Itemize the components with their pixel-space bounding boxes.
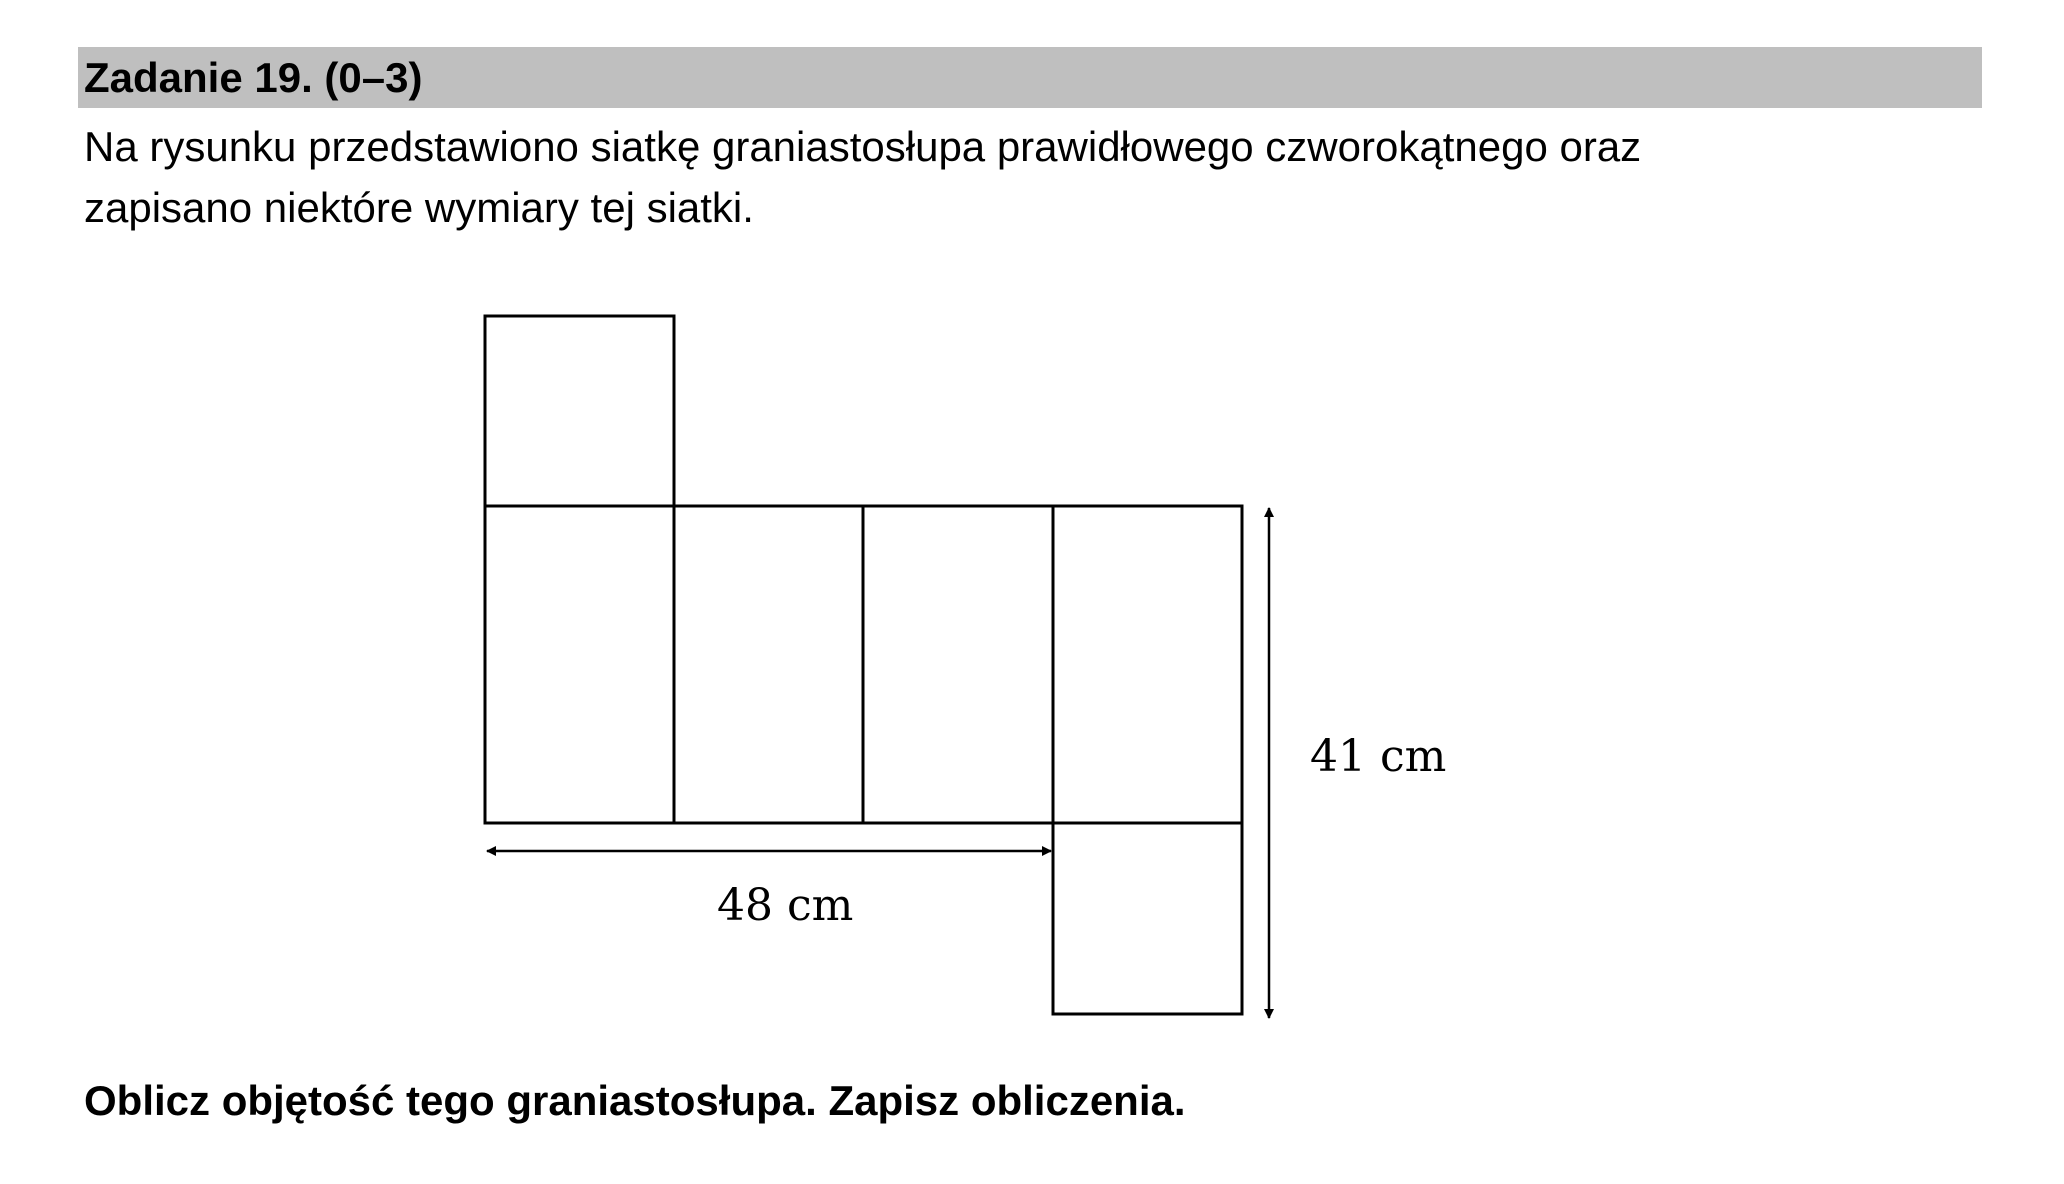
net-lateral-face-4 [1053, 506, 1242, 823]
dimension-label-48: 48 cm [717, 880, 854, 931]
task-intro-line-2: zapisano niektóre wymiary tej siatki. [84, 184, 754, 231]
task-command: Oblicz objętość tego graniastosłupa. Zapisz obliczenia. [84, 1077, 1186, 1124]
net-lateral-face-3 [863, 506, 1053, 823]
net-lateral-face-1 [485, 506, 674, 823]
task-intro-line-1: Na rysunku przedstawiono siatkę graniastosłupa prawidłowego czworokątnego oraz [84, 123, 1642, 170]
task-title: Zadanie 19. (0–3) [84, 54, 423, 101]
net-lateral-face-2 [674, 506, 863, 823]
net-base-top [485, 316, 674, 506]
net-base-bottom [1053, 823, 1242, 1014]
dimension-label-41: 41 cm [1310, 731, 1447, 782]
